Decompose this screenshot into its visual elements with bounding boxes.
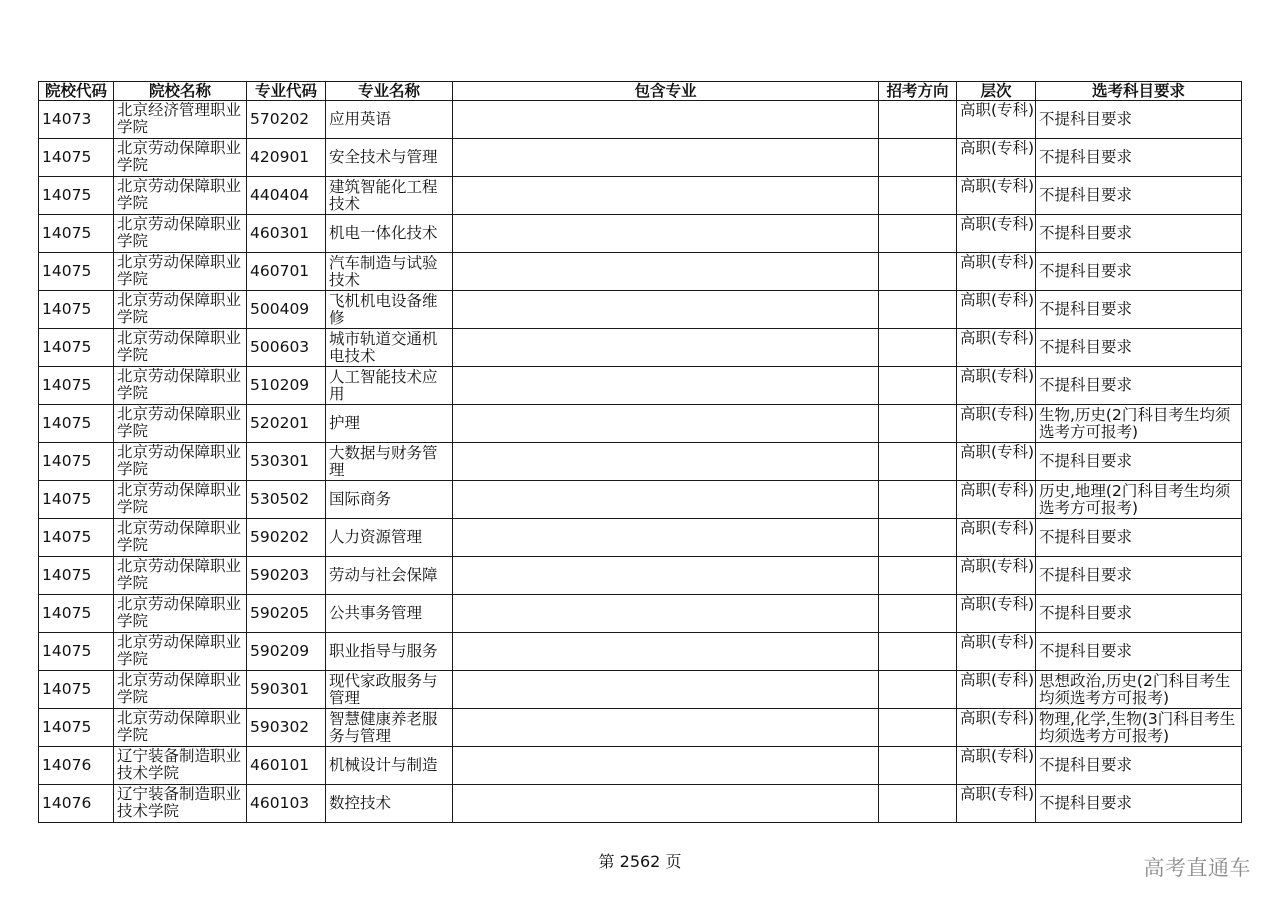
cell-major-code: 530502 xyxy=(247,481,326,519)
table-row xyxy=(39,519,1242,557)
cell-direction xyxy=(879,253,957,291)
table-row xyxy=(39,747,1242,785)
header-major-code: 专业代码 xyxy=(247,82,326,101)
cell-included-majors xyxy=(453,481,879,519)
cell-school-code: 14075 xyxy=(39,215,114,253)
cell-major-code: 590203 xyxy=(247,557,326,595)
cell-level: 高职(专科) xyxy=(957,595,1036,633)
cell-school-name: 北京劳动保障职业学院 xyxy=(114,519,247,557)
cell-major-name: 机械设计与制造 xyxy=(326,747,453,785)
cell-major-name: 护理 xyxy=(326,405,453,443)
cell-school-code: 14075 xyxy=(39,139,114,177)
cell-school-name: 北京劳动保障职业学院 xyxy=(114,709,247,747)
table-row xyxy=(39,177,1242,215)
cell-included-majors xyxy=(453,101,879,139)
cell-major-name: 机电一体化技术 xyxy=(326,215,453,253)
cell-school-code: 14075 xyxy=(39,671,114,709)
cell-included-majors xyxy=(453,215,879,253)
cell-school-code: 14075 xyxy=(39,291,114,329)
cell-requirement: 不提科目要求 xyxy=(1036,443,1242,481)
cell-school-code: 14075 xyxy=(39,367,114,405)
cell-included-majors xyxy=(453,329,879,367)
cell-major-code: 590202 xyxy=(247,519,326,557)
cell-major-name: 大数据与财务管理 xyxy=(326,443,453,481)
cell-school-name: 辽宁装备制造职业技术学院 xyxy=(114,785,247,823)
cell-requirement: 不提科目要求 xyxy=(1036,633,1242,671)
cell-included-majors xyxy=(453,139,879,177)
cell-included-majors xyxy=(453,785,879,823)
table-row xyxy=(39,595,1242,633)
cell-requirement: 不提科目要求 xyxy=(1036,367,1242,405)
cell-major-code: 460101 xyxy=(247,747,326,785)
cell-school-name: 北京劳动保障职业学院 xyxy=(114,405,247,443)
cell-direction xyxy=(879,215,957,253)
table-row xyxy=(39,481,1242,519)
cell-major-name: 城市轨道交通机电技术 xyxy=(326,329,453,367)
cell-major-name: 数控技术 xyxy=(326,785,453,823)
cell-level: 高职(专科) xyxy=(957,671,1036,709)
admissions-table xyxy=(38,81,1242,823)
cell-major-name: 人工智能技术应用 xyxy=(326,367,453,405)
cell-level: 高职(专科) xyxy=(957,557,1036,595)
cell-requirement: 不提科目要求 xyxy=(1036,215,1242,253)
cell-direction xyxy=(879,595,957,633)
cell-level: 高职(专科) xyxy=(957,633,1036,671)
cell-level: 高职(专科) xyxy=(957,481,1036,519)
cell-level: 高职(专科) xyxy=(957,253,1036,291)
cell-direction xyxy=(879,785,957,823)
cell-major-code: 590205 xyxy=(247,595,326,633)
cell-requirement: 生物,历史(2门科目考生均须选考方可报考) xyxy=(1036,405,1242,443)
cell-requirement: 不提科目要求 xyxy=(1036,291,1242,329)
cell-major-code: 530301 xyxy=(247,443,326,481)
table-row xyxy=(39,329,1242,367)
cell-direction xyxy=(879,747,957,785)
cell-included-majors xyxy=(453,367,879,405)
table-row xyxy=(39,785,1242,823)
cell-major-code: 460301 xyxy=(247,215,326,253)
cell-school-name: 北京劳动保障职业学院 xyxy=(114,253,247,291)
cell-school-name: 北京经济管理职业学院 xyxy=(114,101,247,139)
cell-direction xyxy=(879,291,957,329)
header-school-name: 院校名称 xyxy=(114,82,247,101)
header-level: 层次 xyxy=(957,82,1036,101)
cell-school-code: 14075 xyxy=(39,709,114,747)
cell-school-code: 14075 xyxy=(39,633,114,671)
cell-school-name: 北京劳动保障职业学院 xyxy=(114,595,247,633)
header-row xyxy=(39,82,1242,101)
cell-direction xyxy=(879,329,957,367)
cell-included-majors xyxy=(453,595,879,633)
cell-school-name: 北京劳动保障职业学院 xyxy=(114,671,247,709)
cell-included-majors xyxy=(453,177,879,215)
cell-major-code: 440404 xyxy=(247,177,326,215)
cell-school-name: 辽宁装备制造职业技术学院 xyxy=(114,747,247,785)
cell-major-name: 飞机机电设备维修 xyxy=(326,291,453,329)
cell-level: 高职(专科) xyxy=(957,405,1036,443)
table-row xyxy=(39,253,1242,291)
cell-included-majors xyxy=(453,405,879,443)
cell-requirement: 不提科目要求 xyxy=(1036,139,1242,177)
cell-major-name: 劳动与社会保障 xyxy=(326,557,453,595)
cell-level: 高职(专科) xyxy=(957,747,1036,785)
cell-school-code: 14075 xyxy=(39,557,114,595)
table-row xyxy=(39,291,1242,329)
cell-major-code: 510209 xyxy=(247,367,326,405)
cell-school-name: 北京劳动保障职业学院 xyxy=(114,481,247,519)
cell-school-code: 14075 xyxy=(39,481,114,519)
cell-major-code: 500409 xyxy=(247,291,326,329)
cell-level: 高职(专科) xyxy=(957,443,1036,481)
cell-requirement: 不提科目要求 xyxy=(1036,747,1242,785)
table-body xyxy=(39,101,1242,823)
cell-requirement: 不提科目要求 xyxy=(1036,557,1242,595)
cell-school-name: 北京劳动保障职业学院 xyxy=(114,329,247,367)
cell-included-majors xyxy=(453,253,879,291)
cell-included-majors xyxy=(453,709,879,747)
cell-requirement: 不提科目要求 xyxy=(1036,595,1242,633)
cell-requirement: 不提科目要求 xyxy=(1036,177,1242,215)
cell-school-code: 14075 xyxy=(39,519,114,557)
cell-level: 高职(专科) xyxy=(957,367,1036,405)
table-row xyxy=(39,443,1242,481)
cell-level: 高职(专科) xyxy=(957,215,1036,253)
cell-major-code: 500603 xyxy=(247,329,326,367)
cell-major-name: 人力资源管理 xyxy=(326,519,453,557)
cell-major-name: 智慧健康养老服务与管理 xyxy=(326,709,453,747)
cell-major-code: 460701 xyxy=(247,253,326,291)
cell-direction xyxy=(879,177,957,215)
cell-major-code: 420901 xyxy=(247,139,326,177)
cell-school-code: 14076 xyxy=(39,747,114,785)
cell-level: 高职(专科) xyxy=(957,785,1036,823)
cell-direction xyxy=(879,139,957,177)
cell-level: 高职(专科) xyxy=(957,101,1036,139)
header-school-code: 院校代码 xyxy=(39,82,114,101)
cell-direction xyxy=(879,405,957,443)
cell-direction xyxy=(879,481,957,519)
table-row xyxy=(39,671,1242,709)
cell-school-code: 14075 xyxy=(39,177,114,215)
cell-level: 高职(专科) xyxy=(957,139,1036,177)
cell-school-name: 北京劳动保障职业学院 xyxy=(114,443,247,481)
table-row xyxy=(39,405,1242,443)
cell-direction xyxy=(879,633,957,671)
cell-major-name: 公共事务管理 xyxy=(326,595,453,633)
cell-requirement: 不提科目要求 xyxy=(1036,785,1242,823)
cell-major-name: 建筑智能化工程技术 xyxy=(326,177,453,215)
header-included-majors: 包含专业 xyxy=(453,82,879,101)
cell-level: 高职(专科) xyxy=(957,329,1036,367)
cell-requirement: 不提科目要求 xyxy=(1036,519,1242,557)
cell-major-code: 520201 xyxy=(247,405,326,443)
watermark-text: 高考直通车 xyxy=(1143,856,1251,880)
header-direction: 招考方向 xyxy=(879,82,957,101)
cell-major-name: 汽车制造与试验技术 xyxy=(326,253,453,291)
cell-school-name: 北京劳动保障职业学院 xyxy=(114,633,247,671)
cell-school-code: 14075 xyxy=(39,443,114,481)
cell-requirement: 思想政治,历史(2门科目考生均须选考方可报考) xyxy=(1036,671,1242,709)
cell-direction xyxy=(879,709,957,747)
table-row xyxy=(39,557,1242,595)
cell-direction xyxy=(879,101,957,139)
cell-school-code: 14075 xyxy=(39,329,114,367)
cell-school-name: 北京劳动保障职业学院 xyxy=(114,557,247,595)
cell-major-name: 国际商务 xyxy=(326,481,453,519)
cell-major-code: 570202 xyxy=(247,101,326,139)
cell-requirement: 历史,地理(2门科目考生均须选考方可报考) xyxy=(1036,481,1242,519)
cell-requirement: 不提科目要求 xyxy=(1036,329,1242,367)
cell-school-name: 北京劳动保障职业学院 xyxy=(114,139,247,177)
cell-school-name: 北京劳动保障职业学院 xyxy=(114,367,247,405)
cell-school-name: 北京劳动保障职业学院 xyxy=(114,291,247,329)
cell-included-majors xyxy=(453,519,879,557)
cell-major-code: 590302 xyxy=(247,709,326,747)
cell-included-majors xyxy=(453,633,879,671)
table-row xyxy=(39,709,1242,747)
cell-level: 高职(专科) xyxy=(957,291,1036,329)
cell-direction xyxy=(879,443,957,481)
cell-requirement: 不提科目要求 xyxy=(1036,253,1242,291)
cell-requirement: 不提科目要求 xyxy=(1036,101,1242,139)
cell-level: 高职(专科) xyxy=(957,177,1036,215)
cell-school-code: 14076 xyxy=(39,785,114,823)
cell-level: 高职(专科) xyxy=(957,709,1036,747)
cell-school-name: 北京劳动保障职业学院 xyxy=(114,177,247,215)
header-major-name: 专业名称 xyxy=(326,82,453,101)
cell-major-code: 590209 xyxy=(247,633,326,671)
cell-major-name: 应用英语 xyxy=(326,101,453,139)
table-row xyxy=(39,215,1242,253)
cell-major-code: 460103 xyxy=(247,785,326,823)
table-row xyxy=(39,101,1242,139)
cell-school-name: 北京劳动保障职业学院 xyxy=(114,215,247,253)
cell-included-majors xyxy=(453,291,879,329)
cell-direction xyxy=(879,519,957,557)
page-number: 第 2562 页 xyxy=(598,852,682,871)
table-row xyxy=(39,139,1242,177)
cell-school-code: 14075 xyxy=(39,405,114,443)
cell-major-code: 590301 xyxy=(247,671,326,709)
cell-school-code: 14075 xyxy=(39,253,114,291)
cell-major-name: 现代家政服务与管理 xyxy=(326,671,453,709)
cell-major-name: 职业指导与服务 xyxy=(326,633,453,671)
cell-requirement: 物理,化学,生物(3门科目考生均须选考方可报考) xyxy=(1036,709,1242,747)
cell-direction xyxy=(879,367,957,405)
cell-direction xyxy=(879,671,957,709)
cell-direction xyxy=(879,557,957,595)
cell-included-majors xyxy=(453,443,879,481)
cell-school-code: 14075 xyxy=(39,595,114,633)
table-row xyxy=(39,633,1242,671)
cell-included-majors xyxy=(453,557,879,595)
cell-major-name: 安全技术与管理 xyxy=(326,139,453,177)
header-requirement: 选考科目要求 xyxy=(1036,82,1242,101)
cell-included-majors xyxy=(453,671,879,709)
cell-level: 高职(专科) xyxy=(957,519,1036,557)
table-row xyxy=(39,367,1242,405)
cell-included-majors xyxy=(453,747,879,785)
cell-school-code: 14073 xyxy=(39,101,114,139)
